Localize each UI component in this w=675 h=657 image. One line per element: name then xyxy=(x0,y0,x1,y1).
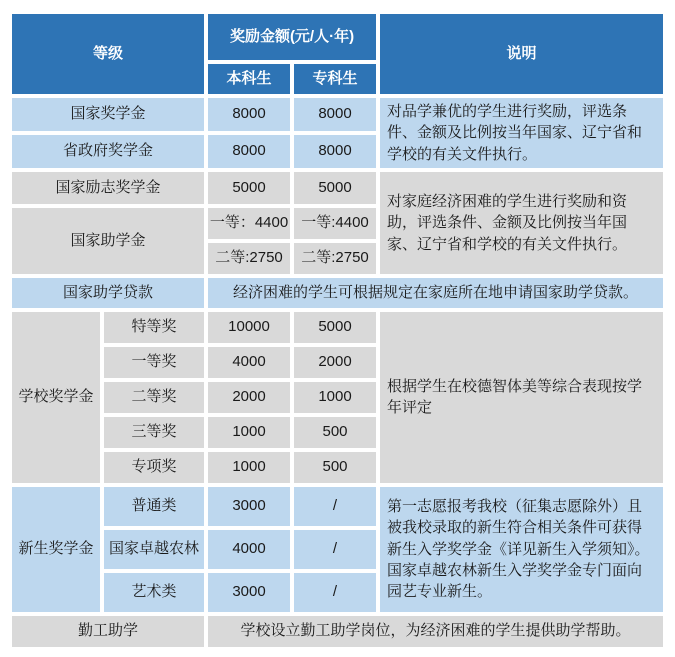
tier-label: 国家卓越农林 xyxy=(104,530,204,569)
table-row-student-loan xyxy=(12,278,663,308)
amount-undergrad: 10000 xyxy=(208,312,290,343)
amount-undergrad: 1000 xyxy=(208,417,290,448)
amount-undergrad: 4000 xyxy=(208,347,290,378)
amount-college: 二等:2750 xyxy=(294,243,376,274)
table-row-encouragement-scholarship xyxy=(12,172,663,204)
tier-label: 普通类 xyxy=(104,487,204,526)
tier-label: 三等奖 xyxy=(104,417,204,448)
amount-college: 1000 xyxy=(294,382,376,413)
amount-undergrad: 2000 xyxy=(208,382,290,413)
row-label-loan: 国家助学贷款 xyxy=(12,278,204,308)
amount-college: 一等:4400 xyxy=(294,208,376,239)
amount-college: / xyxy=(294,573,376,612)
loan-text: 经济困难的学生可根据规定在家庭所在地申请国家助学贷款。 xyxy=(208,278,663,308)
scholarship-table xyxy=(8,10,667,651)
amount-undergrad: 二等:2750 xyxy=(208,243,290,274)
amount-college: 500 xyxy=(294,417,376,448)
note-freshman: 第一志愿报考我校（征集志愿除外）且被我校录取的新生符合相关条件可获得新生入学奖学金《详见新生入学须知》。国家卓越农林新生入学奖学金专门面向园艺专业新生。 xyxy=(380,487,663,612)
amount-undergrad: 3000 xyxy=(208,487,290,526)
amount-undergrad: 5000 xyxy=(208,172,290,204)
amount-college: 5000 xyxy=(294,172,376,204)
tier-label: 特等奖 xyxy=(104,312,204,343)
row-label: 国家奖学金 xyxy=(12,98,204,131)
amount-undergrad: 3000 xyxy=(208,573,290,612)
header-undergrad: 本科生 xyxy=(208,64,290,94)
table-row-school-special xyxy=(12,312,663,343)
row-label: 国家励志奖学金 xyxy=(12,172,204,204)
note-school: 根据学生在校德智体美等综合表现按学年评定 xyxy=(380,312,663,483)
work-study-text: 学校设立勤工助学岗位，为经济困难的学生提供助学帮助。 xyxy=(208,616,663,647)
tier-label: 一等奖 xyxy=(104,347,204,378)
amount-undergrad: 8000 xyxy=(208,98,290,131)
amount-undergrad: 8000 xyxy=(208,135,290,168)
row-label-freshman-scholarship: 新生奖学金 xyxy=(12,487,100,612)
amount-college: / xyxy=(294,487,376,526)
note-need: 对家庭经济困难的学生进行奖励和资助，评选条件、金额及比例按当年国家、辽宁省和学校的有关文件执行。 xyxy=(380,172,663,274)
tier-label: 二等奖 xyxy=(104,382,204,413)
tier-label: 专项奖 xyxy=(104,452,204,483)
header-college: 专科生 xyxy=(294,64,376,94)
header-level: 等级 xyxy=(12,14,204,94)
amount-college: 500 xyxy=(294,452,376,483)
row-label: 省政府奖学金 xyxy=(12,135,204,168)
row-label-work-study: 勤工助学 xyxy=(12,616,204,647)
amount-college: 2000 xyxy=(294,347,376,378)
header-description: 说明 xyxy=(380,14,663,94)
table-row-work-study xyxy=(12,616,663,647)
row-label-school-scholarship: 学校奖学金 xyxy=(12,312,100,483)
table-row-freshman-regular xyxy=(12,487,663,526)
amount-undergrad: 1000 xyxy=(208,452,290,483)
row-label-national-grant: 国家助学金 xyxy=(12,208,204,274)
amount-college: / xyxy=(294,530,376,569)
table-row-national-scholarship xyxy=(12,98,663,131)
tier-label: 艺术类 xyxy=(104,573,204,612)
amount-undergrad: 4000 xyxy=(208,530,290,569)
amount-college: 8000 xyxy=(294,98,376,131)
amount-undergrad: 一等：4400 xyxy=(208,208,290,239)
note-merit: 对品学兼优的学生进行奖励，评选条件、金额及比例按当年国家、辽宁省和学校的有关文件执行。 xyxy=(380,98,663,168)
amount-college: 8000 xyxy=(294,135,376,168)
header-amount: 奖励金额(元/人·年) xyxy=(208,14,376,60)
amount-college: 5000 xyxy=(294,312,376,343)
header-row-1 xyxy=(12,14,663,60)
